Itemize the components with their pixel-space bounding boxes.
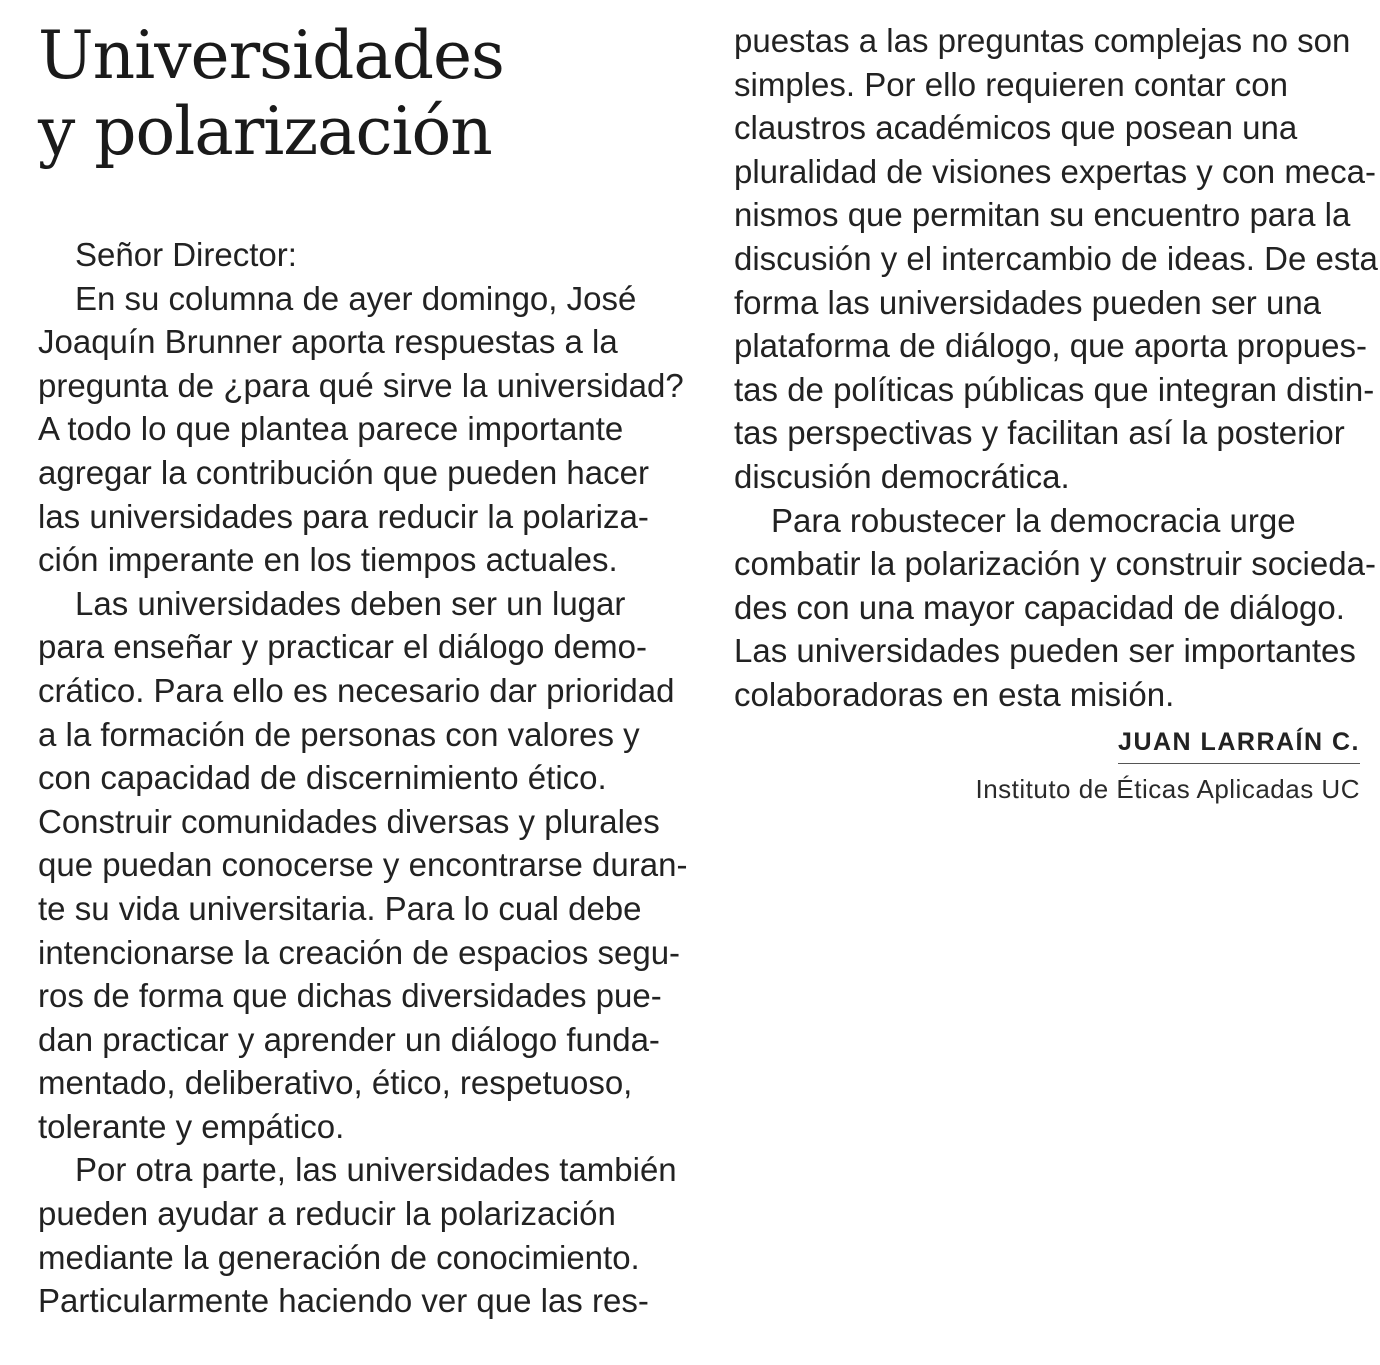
text-line: mentado, deliberativo, ético, respetuoso, (38, 1064, 633, 1102)
text-line: tas de políticas públicas que integran distin- (734, 370, 1375, 408)
text-line: discusión democrática. (734, 457, 1070, 495)
signature-block (975, 727, 1360, 806)
text-line: simples. Por ello requieren contar con (734, 65, 1288, 103)
text-line: claustros académicos que posean una (734, 109, 1298, 147)
text-line: intencionarse la creación de espacios segu- (38, 933, 681, 971)
text-line: puestas a las preguntas complejas no son (734, 22, 1351, 59)
text-line: nismos que permitan su encuentro para la (734, 196, 1351, 234)
text-line: para enseñar y practicar el diálogo demo- (38, 628, 648, 666)
text-line: plataforma de diálogo, que aporta propues- (734, 327, 1367, 365)
text-line: forma las universidades pueden ser una (734, 283, 1322, 321)
text-line: tolerante y empático. (38, 1107, 345, 1145)
left-text-column (38, 233, 688, 1323)
author-name: JUAN LARRAÍN C. (1118, 727, 1360, 764)
author-affiliation: Instituto de Éticas Aplicadas UC (975, 774, 1360, 804)
text-line: Particularmente haciendo ver que las res- (38, 1282, 649, 1320)
right-text-column (734, 19, 1378, 717)
text-line: Joaquín Brunner aporta respuestas a la (38, 323, 618, 361)
text-line: Para robustecer la democracia urge (771, 501, 1296, 539)
text-line: pluralidad de visiones expertas y con meca- (734, 152, 1377, 190)
text-line: tas perspectivas y facilitan así la posterior (734, 414, 1345, 452)
text-line: te su vida universitaria. Para lo cual debe (38, 889, 642, 927)
text-line: En su columna de ayer domingo, José (75, 279, 637, 317)
text-line: mediante la generación de conocimiento. (38, 1238, 640, 1276)
headline-line-2: y polarización (38, 93, 492, 170)
text-line: Las universidades deben ser un lugar (75, 584, 626, 622)
text-line: colaboradoras en esta misión. (734, 675, 1175, 713)
text-line: pregunta de ¿para qué sirve la universidad? (38, 366, 684, 404)
text-line: discusión y el intercambio de ideas. De esta (734, 239, 1378, 277)
text-line: des con una mayor capacidad de diálogo. (734, 588, 1345, 626)
text-line: ción imperante en los tiempos actuales. (38, 541, 618, 579)
text-line: ros de forma que dichas diversidades pue- (38, 977, 662, 1015)
headline-line-1: Universidades (38, 17, 504, 94)
text-line: Por otra parte, las universidades también (75, 1151, 677, 1189)
text-line: Las universidades pueden ser importantes (734, 632, 1356, 670)
text-line: pueden ayudar a reducir la polarización (38, 1195, 616, 1233)
text-line: dan practicar y aprender un diálogo funda- (38, 1020, 660, 1058)
text-line: las universidades para reducir la polariza- (38, 497, 649, 535)
text-line: Señor Director: (75, 236, 297, 273)
text-line: agregar la contribución que pueden hacer (38, 453, 649, 491)
text-line: Construir comunidades diversas y plurales (38, 802, 660, 840)
text-line: crático. Para ello es necesario dar prioridad (38, 671, 675, 709)
article-headline (38, 18, 678, 170)
text-line: combatir la polarización y construir socieda- (734, 545, 1376, 583)
text-line: con capacidad de discernimiento ético. (38, 759, 607, 797)
text-line: que puedan conocerse y encontrarse duran- (38, 846, 688, 884)
text-line: A todo lo que plantea parece importante (38, 410, 624, 448)
text-line: a la formación de personas con valores y (38, 715, 640, 753)
